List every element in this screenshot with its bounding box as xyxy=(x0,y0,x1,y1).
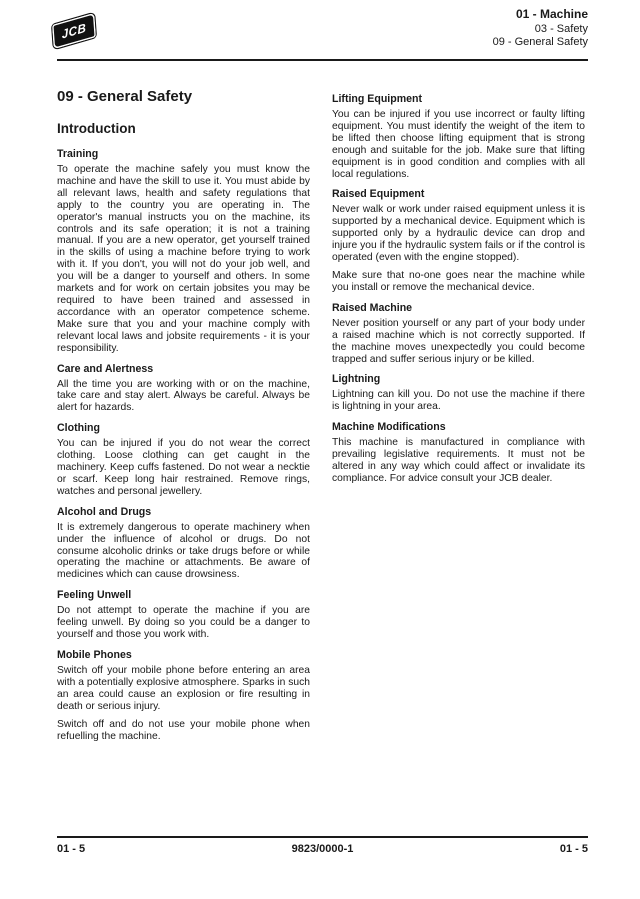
header-section: 03 - Safety xyxy=(534,23,588,35)
footer xyxy=(57,843,588,855)
footer-divider xyxy=(57,836,588,838)
section-paragraph: You can be injured if you do not wear the correct clothing. Loose clothing can get caught in the machinery. Keep cuffs fastened. Do not wear a necktie or scarf. Keep long hair restrained. Remove rings, watches and personal jewellery. xyxy=(57,438,310,497)
section-paragraph: All the time you are working with or on the machine, take care and stay alert. Always be careful. Always be alert for hazards. xyxy=(57,378,310,414)
footer-publication-number: 9823/0000-1 xyxy=(291,843,354,855)
section-care-and-alertness xyxy=(57,363,310,415)
section-lifting-equipment xyxy=(332,93,585,180)
section-clothing xyxy=(57,422,310,498)
jcb-logo-shape xyxy=(52,13,96,50)
left-column xyxy=(57,88,310,748)
section-machine-modifications xyxy=(332,421,585,485)
section-raised-equipment xyxy=(332,188,585,293)
section-paragraph: Switch off your mobile phone before entering an area with a potentially explosive atmosphere. Sparks in such an area could cause an explosion or fire resulting in death or serious injury. xyxy=(57,665,310,712)
header-subsection: 09 - General Safety xyxy=(492,36,588,48)
section-paragraph: You can be injured if you use incorrect or faulty lifting equipment. You must identify the weight of the item to be lifted then choose lifting equipment that is strong enough and suitable for the job. Make sure that lifting equipment is in good condition and complies with all local regulations. xyxy=(332,109,585,180)
section-mobile-phones xyxy=(57,649,310,742)
section-lightning xyxy=(332,373,585,413)
right-column xyxy=(332,85,585,491)
section-paragraph: To operate the machine safely you must know the machine and have the skill to use it. You must abide by all relevant laws, health and safety regulations that apply to the country you are operating in. The operator's manual instructs you on the machine, its controls and its safe operation; it is not a training manual. If you are a new operator, get yourself trained in the skills of using a machine before trying to work with it. If you don't, you will not do your job well, and you will be a danger to yourself and others. In some markets and for work on certain jobsites you may be required to have been trained and assessed in accordance with an operator competence scheme. Make sure that you and your machine comply with relevant local laws and jobsite requirements - it is your responsibility. xyxy=(57,164,310,354)
section-training xyxy=(57,148,310,355)
footer-page-number-left: 01 - 5 xyxy=(57,843,86,855)
section-heading: Mobile Phones xyxy=(57,649,132,661)
section-heading: Clothing xyxy=(57,422,100,435)
header-divider xyxy=(57,59,588,61)
section-heading: Care and Alertness xyxy=(57,362,154,375)
section-heading: Lifting Equipment xyxy=(332,93,423,105)
section-paragraph: Make sure that no-one goes near the machine while you install or remove the mechanical device. xyxy=(332,269,585,293)
section-feeling-unwell xyxy=(57,589,310,641)
section-heading: Raised Equipment xyxy=(332,188,425,201)
jcb-logo xyxy=(50,13,99,48)
section-paragraph: This machine is manufactured in compliance with prevailing legislative requirements. It must not be altered in any way which could affect or invalidate its compliance. For advice consult your JCB dealer. xyxy=(332,437,585,484)
section-heading: Feeling Unwell xyxy=(57,589,132,602)
section-heading: Lightning xyxy=(332,373,381,386)
section-heading: Training xyxy=(57,148,99,160)
footer-page-number-right: 01 - 5 xyxy=(559,843,588,855)
section-heading: Machine Modifications xyxy=(332,421,446,434)
header-chapter: 01 - Machine xyxy=(515,7,588,21)
section-paragraph: Switch off and do not use your mobile phone when refuelling the machine. xyxy=(57,718,310,742)
breadcrumb xyxy=(493,8,588,49)
intro-heading: Introduction xyxy=(57,121,136,136)
section-paragraph: Lightning can kill you. Do not use the machine if there is lightning in your area. xyxy=(332,389,585,413)
jcb-logo-text: JCB xyxy=(61,20,87,42)
section-heading: Alcohol and Drugs xyxy=(57,505,152,518)
section-raised-machine xyxy=(332,302,585,366)
section-heading: Raised Machine xyxy=(332,301,413,314)
section-paragraph: It is extremely dangerous to operate machinery when under the influence of alcohol or drugs. Do not consume alcoholic drinks or take drugs before or while operating the machine or attachments. Be aware of medicines which can cause drowsiness. xyxy=(57,521,310,581)
section-paragraph: Never position yourself or any part of your body under a raised machine which is not correctly supported. If the machine moves unexpectedly you could become trapped and suffer serious injury or be killed. xyxy=(332,317,585,365)
section-paragraph: Never walk or work under raised equipment unless it is supported by a mechanical device. Equipment which is supported only by a hydraulic device can drop and injure you if the hydraulic system fails or if the control is operated (even with the engine stopped). xyxy=(332,204,585,264)
page-title: 09 - General Safety xyxy=(57,88,193,105)
section-paragraph: Do not attempt to operate the machine if you are feeling unwell. By doing so you could be a danger to yourself and those you work with. xyxy=(57,605,310,641)
section-alcohol-and-drugs xyxy=(57,506,310,582)
